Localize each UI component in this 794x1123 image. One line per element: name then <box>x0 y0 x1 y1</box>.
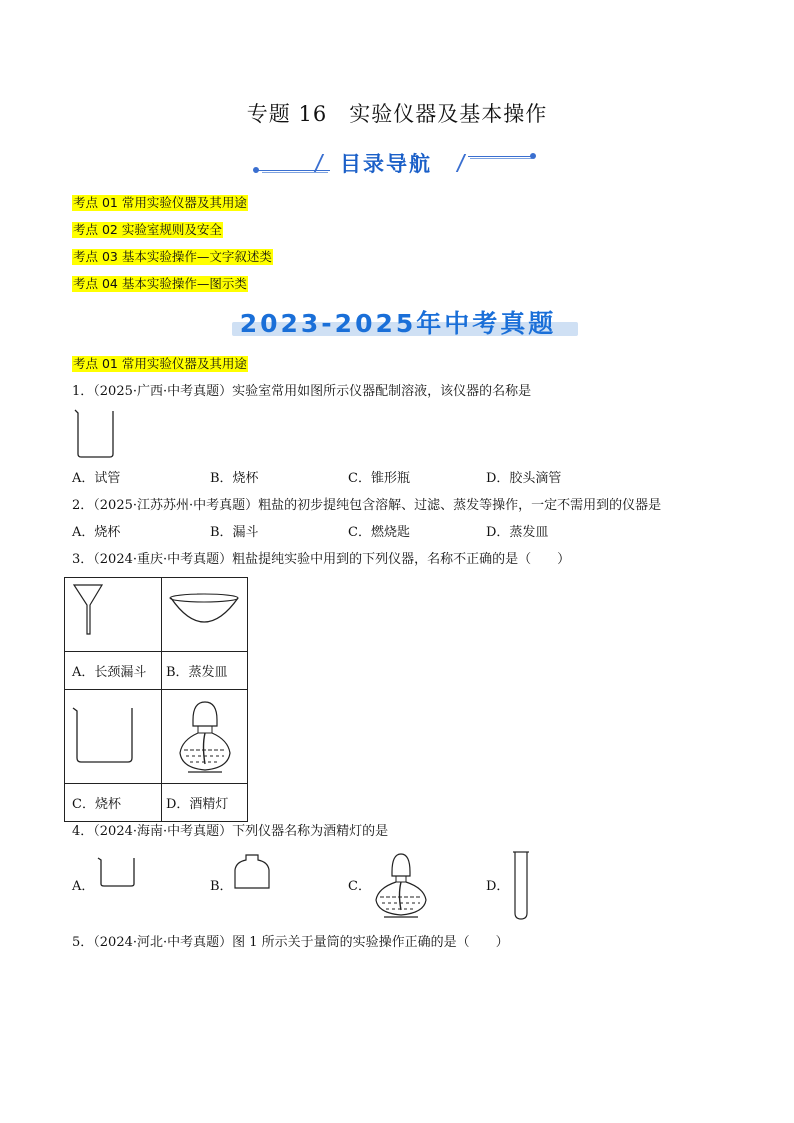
question-1-option-a[interactable]: A．试管 <box>72 471 121 486</box>
question-4-option-c[interactable]: C． <box>348 879 371 894</box>
question-4-option-b[interactable]: B． <box>210 879 233 894</box>
section-heading: 考点 01 常用实验仪器及其用途 <box>73 356 247 371</box>
alcohol-lamp-icon <box>162 690 247 783</box>
question-1-option-c[interactable]: C．锥形瓶 <box>348 471 410 486</box>
toc-item-01[interactable]: 考点 01 常用实验仪器及其用途 <box>73 195 247 210</box>
funnel-icon <box>65 578 161 651</box>
question-2-option-c[interactable]: C．燃烧匙 <box>348 525 410 540</box>
cell-beaker <box>65 690 162 784</box>
beaker-icon <box>65 690 161 783</box>
beaker-icon <box>72 408 118 460</box>
question-2-option-d[interactable]: D．蒸发皿 <box>486 525 549 540</box>
question-4-option-a[interactable]: A． <box>72 879 95 894</box>
question-3-option-d[interactable]: D．酒精灯 <box>162 784 248 822</box>
section-banner: 2023-2025年中考真题 <box>239 309 557 338</box>
nav-heading: 目录导航 <box>340 152 432 176</box>
cell-evaporating-dish <box>162 578 248 652</box>
reagent-bottle-icon <box>232 853 272 891</box>
question-4-option-d[interactable]: D． <box>486 879 510 894</box>
question-4-stem: 4．（2024·海南·中考真题）下列仪器名称为酒精灯的是 <box>72 824 389 839</box>
cell-funnel <box>65 578 162 652</box>
question-3-stem: 3．（2024·重庆·中考真题）粗盐提纯实验中用到的下列仪器，名称不正确的是（ ） <box>72 552 571 567</box>
cell-alcohol-lamp <box>162 690 248 784</box>
question-3-option-a[interactable]: A．长颈漏斗 <box>65 652 162 690</box>
toc-item-02[interactable]: 考点 02 实验室规则及安全 <box>73 222 222 237</box>
toc-item-03[interactable]: 考点 03 基本实验操作—文字叙述类 <box>73 249 272 264</box>
evaporating-dish-icon <box>162 578 247 651</box>
beaker-icon <box>96 855 138 889</box>
question-5-stem: 5．（2024·河北·中考真题）图 1 所示关于量筒的实验操作正确的是（ ） <box>72 935 509 950</box>
question-1-option-d[interactable]: D．胶头滴管 <box>486 471 562 486</box>
question-2-option-b[interactable]: B．漏斗 <box>210 525 259 540</box>
test-tube-icon <box>510 850 532 922</box>
question-1-option-b[interactable]: B．烧杯 <box>210 471 259 486</box>
question-3-option-b[interactable]: B．蒸发皿 <box>162 652 248 690</box>
alcohol-lamp-icon <box>372 850 430 920</box>
question-2-option-a[interactable]: A．烧杯 <box>72 525 121 540</box>
toc-item-04[interactable]: 考点 04 基本实验操作—图示类 <box>73 276 247 291</box>
page-title: 专题 16 实验仪器及基本操作 <box>246 102 548 126</box>
question-3-option-c[interactable]: C．烧杯 <box>65 784 162 822</box>
question-2-stem: 2．（2025·江苏苏州·中考真题）粗盐的初步提纯包含溶解、过滤、蒸发等操作，一定不需用到的仪器是 <box>72 498 662 513</box>
question-1-stem: 1．（2025·广西·中考真题）实验室常用如图所示仪器配制溶液，该仪器的名称是 <box>72 384 532 399</box>
question-3-table <box>64 577 248 822</box>
